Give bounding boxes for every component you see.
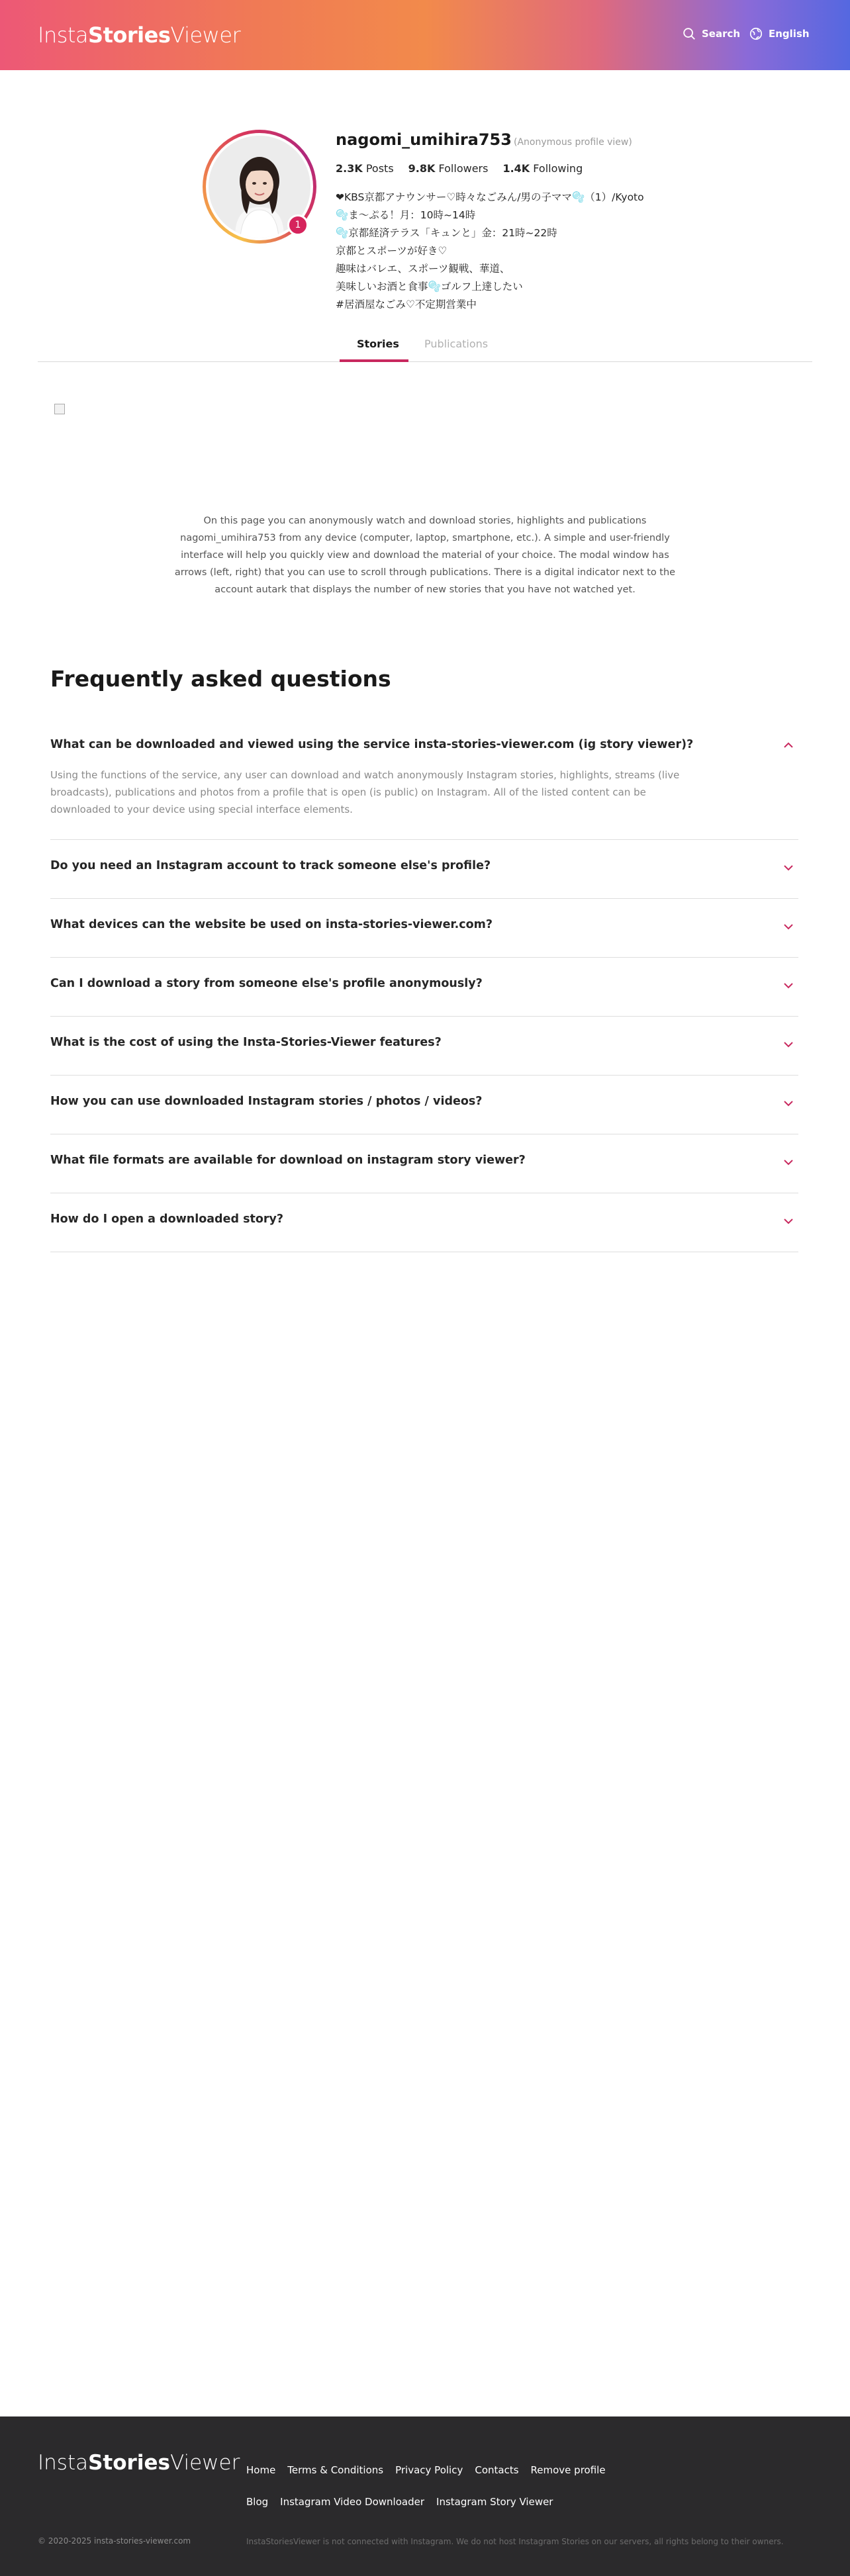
active-tab-indicator xyxy=(340,359,408,362)
chevron-down-icon[interactable] xyxy=(782,1156,794,1168)
footer-link-video-downloader[interactable]: Instagram Video Downloader xyxy=(280,2496,425,2508)
globe-icon xyxy=(749,26,763,41)
tab-stories[interactable]: Stories xyxy=(357,338,399,350)
faq-item xyxy=(50,899,798,958)
language-button[interactable] xyxy=(749,26,810,41)
bio-line: 🫧京都経済テラス「キュンと」金：21時~22時 xyxy=(336,227,557,239)
content-tabs xyxy=(38,334,812,362)
anonymous-view-note: (Anonymous profile view) xyxy=(514,137,632,148)
page-description: On this page you can anonymously watch and download stories, highlights and publications nagomi_umihira753 from any device (computer, laptop, smartphone, etc.). A simple and user-friendly interface will help you quickly view and download the material of your choice. The modal window has arrows (left, right) that you can use to scroll through publications. There is a digital indicator next to the account autark that displays the number of new stories that you have not watched yet. xyxy=(174,516,676,595)
faq-item xyxy=(50,840,798,899)
chevron-up-icon[interactable] xyxy=(782,739,794,751)
broken-image-placeholder xyxy=(54,404,65,414)
faq-question[interactable]: What can be downloaded and viewed using the service insta-stories-viewer.com (ig story viewer)? xyxy=(50,738,694,751)
footer-link-contacts[interactable]: Contacts xyxy=(475,2464,519,2476)
followers-stat: 9.8K Followers xyxy=(408,162,489,175)
faq-question[interactable]: What devices can the website be used on insta-stories-viewer.com? xyxy=(50,918,493,931)
faq-question[interactable]: How do I open a downloaded story? xyxy=(50,1213,284,1226)
footer-links-secondary xyxy=(246,2496,553,2508)
faq-question[interactable]: What is the cost of using the Insta-Stories-Viewer features? xyxy=(50,1036,442,1049)
footer-logo[interactable]: InstaStoriesViewer xyxy=(38,2451,240,2475)
profile-bio xyxy=(336,189,680,314)
following-stat: 1.4K Following xyxy=(502,162,583,175)
posts-stat: 2.3K Posts xyxy=(336,162,394,175)
faq-question[interactable]: What file formats are available for download on instagram story viewer? xyxy=(50,1154,526,1167)
new-stories-badge: 1 xyxy=(287,214,308,236)
bio-line: ❤KBS京都アナウンサー♡時々なごみん/男の子ママ🫧（1）/Kyoto xyxy=(336,191,644,203)
bio-line: 趣味はバレエ、スポーツ観戦、華道、 xyxy=(336,263,510,275)
bio-line: 美味しいお酒と食事🫧ゴルフ上達したい xyxy=(336,281,523,293)
footer-link-terms[interactable]: Terms & Conditions xyxy=(287,2464,384,2476)
faq-item xyxy=(50,731,798,840)
footer-link-story-viewer[interactable]: Instagram Story Viewer xyxy=(436,2496,553,2508)
faq-question[interactable]: Do you need an Instagram account to track someone else's profile? xyxy=(50,859,491,872)
footer-link-privacy[interactable]: Privacy Policy xyxy=(395,2464,463,2476)
footer-link-home[interactable]: Home xyxy=(246,2464,276,2476)
chevron-down-icon[interactable] xyxy=(782,1038,794,1050)
faq-title: Frequently asked questions xyxy=(50,666,391,692)
disclaimer: InstaStoriesViewer is not connected with Instagram. We do not host Instagram Stories on our servers, all rights belong to their owners. xyxy=(246,2537,784,2546)
footer-links-primary xyxy=(246,2464,606,2476)
copyright: © 2020-2025 insta-stories-viewer.com xyxy=(38,2536,191,2546)
profile-stats xyxy=(336,162,583,175)
logo-viewer: Viewer xyxy=(170,23,241,48)
chevron-down-icon[interactable] xyxy=(782,862,794,874)
language-label: English xyxy=(769,28,810,40)
profile-username: nagomi_umihira753 xyxy=(336,130,512,149)
faq-question[interactable]: Can I download a story from someone else's profile anonymously? xyxy=(50,977,483,990)
site-footer xyxy=(0,2416,850,2576)
logo-insta: Insta xyxy=(38,23,89,48)
chevron-down-icon[interactable] xyxy=(782,1097,794,1109)
bio-line: #居酒屋なごみ♡不定期営業中 xyxy=(336,299,477,310)
search-button[interactable] xyxy=(682,26,740,41)
footer-link-blog[interactable]: Blog xyxy=(246,2496,269,2508)
chevron-down-icon[interactable] xyxy=(782,980,794,991)
bio-line: 京都とスポーツが好き♡ xyxy=(336,245,448,257)
faq-answer: Using the functions of the service, any user can download and watch anonymously Instagram stories, highlights, streams (live broadcasts), publications and photos from a profile that is open (is public) on Instagram. All of the listed content can be downloaded to your device using special interface elements. xyxy=(50,769,680,815)
faq-question[interactable]: How you can use downloaded Instagram stories / photos / videos? xyxy=(50,1095,483,1108)
faq-item xyxy=(50,1017,798,1076)
faq-item xyxy=(50,958,798,1017)
chevron-down-icon[interactable] xyxy=(782,1215,794,1227)
bio-line: 🫧ま〜ぷる！月：10時~14時 xyxy=(336,209,476,221)
faq-item xyxy=(50,1193,798,1252)
search-label: Search xyxy=(702,28,741,40)
faq-item xyxy=(50,1076,798,1134)
faq-item xyxy=(50,1134,798,1193)
search-icon xyxy=(682,26,696,41)
footer-link-remove-profile[interactable]: Remove profile xyxy=(530,2464,606,2476)
site-logo[interactable] xyxy=(38,23,240,48)
logo-stories: Stories xyxy=(88,23,171,48)
chevron-down-icon[interactable] xyxy=(782,921,794,933)
tab-publications[interactable]: Publications xyxy=(424,338,489,350)
site-header xyxy=(0,0,850,70)
